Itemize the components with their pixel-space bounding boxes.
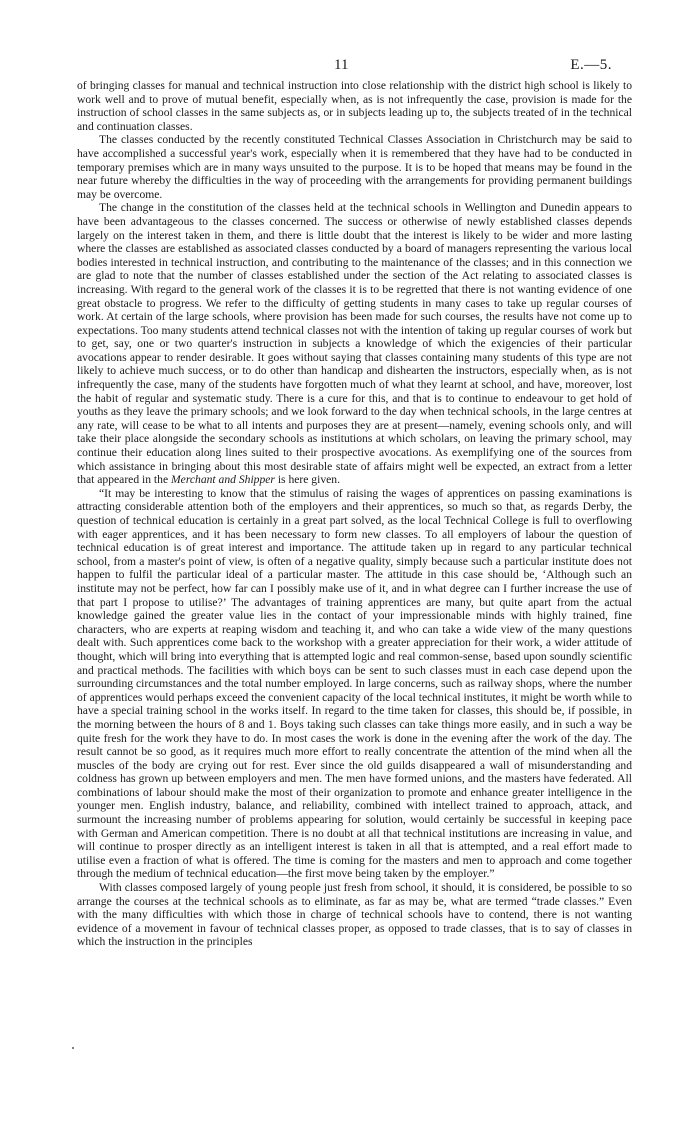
document-reference: E.—5. (570, 57, 612, 73)
page-number: 11 (334, 57, 349, 73)
paragraph (77, 201, 632, 486)
paragraph: of bringing classes for manual and technical instruction into close relationship with the district high school is likely to work well and to prove of mutual benefit, especially when, as is not infrequently the case, provision is made for the instruction of school classes in the same subjects as, or in subjects leading up to, the subjects treated of in the technical and continuation classes. (77, 79, 632, 133)
body-text (77, 79, 632, 949)
paragraph-text-end: is here given. (277, 473, 340, 487)
paragraph-text: The change in the constitution of the classes held at the technical schools in Wellington and Dunedin appears to have been advantageous to the classes concerned. The success or otherwise of newly established classes depends largely on the interest taken in them, and there is little doubt that the interest is likely to be wider and more lasting where the classes are established as associated classes conducted by a board of managers representing the various local bodies interested in technical instruction, and contributing to the maintenance of the classes; and in this connection we are glad to note that the number of classes established under the section of the Act relating to associated classes is increasing. With regard to the general work of the classes it is to be regretted that there is not wanting evidence of one great obstacle to progress. We refer to the difficulty of getting students in many cases to take up regular courses of work. At certain of the large schools, where provision has been made for such courses, the results have not come up to expectations. Too many students attend technical classes not with the intention of taking up regular courses of work but to get, say, one or two quarter's instruction in subjects a knowledge of which the exigencies of their particular avocations appear to render desirable. It goes without saying that classes containing many students of this type are not likely to achieve much success, or to do other than handicap and dishearten the instructors, especially when, as is not infrequently the case, many of the students have forgotten much of what they learnt at school, and have, moreover, lost the habit of regular and systematic study. There is a cure for this, and that is to continue to endeavour to get hold of youths as they leave the primary schools; and we look forward to the day when technical schools, in the large centres at any rate, will cease to be what to all intents and purposes they are at present—namely, evening schools only, and will take their place alongside the secondary schools as institutions at which scholars, on leaving the primary school, may continue their education along lines suited to their prospective avocations. As exemplifying one of the sources from which assistance in bringing about this most desirable state of affairs might well be expected, an extract from a letter that appeared in the (77, 201, 632, 487)
page-header (0, 57, 700, 77)
stray-mark (72, 1047, 74, 1049)
paragraph: With classes composed largely of young people just fresh from school, it should, it is considered, be possible to so arrange the courses at the technical schools as to eliminate, as far as may be, what are termed “trade classes.” Even with the many difficulties with which those in charge of technical schools have to contend, there is not wanting evidence of a movement in favour of technical classes proper, as opposed to trade classes, that is to say of classes in which the instruction in the principles (77, 881, 632, 949)
quoted-paragraph: “It may be interesting to know that the stimulus of raising the wages of apprentices on passing examinations is attracting considerable attention both of the employers and their apprentices, so much so that, as regards Derby, the question of technical education is certainly in a great part solved, as the local Technical College is full to overflowing with eager apprentices, and it has been necessary to form new classes. To all employers of labour the question of technical education is of great interest and importance. The attitude taken up in regard to any particular technical school, from a master's point of view, is often of a negative quality, simply because such a particular institute does not happen to fulfil the particular ideal of a particular master. The attitude in this case should be, ‘Although such an institute may not be perfect, how far can I possibly make use of it, and in what degree can I further increase the use of that part I propose to utilise?’ The advantages of training apprentices are many, but quite apart from the actual knowledge gained the greater value lies in the contact of your impressionable minds with highly trained, fine characters, who are experts at reaping wisdom and teaching it, and who can take a wide view of the many questions dealt with. Such apprentices come back to the workshop with a greater appreciation for their work, a wider attitude of thought, which will bring into everything that is attempted logic and real common-sense, based upon soundly scientific and practical methods. The facilities with which boys can be sent to such classes must in each case depend upon the surrounding circumstances and the total number employed. In large concerns, such as railway shops, where the number of apprentices would perhaps exceed the convenient capacity of the local technical institutes, it might be worth while to have a special training school in the works itself. In regard to the time taken for classes, this should be, if possible, in the morning between the hours of 8 and 1. Boys taking such classes can take things more easily, and in such a way be quite fresh for the work they have to do. In most cases the work is done in the evening after the work of the day. The result cannot be so good, as it requires much more effort to really concentrate the attention of the mind when all the muscles of the body are crying out for rest. Ever since the old guilds disappeared a wall of misunderstanding and coldness has grown up between employers and men. The men have formed unions, and the masters have federated. All combinations of labour should make the most of their organization to promote and enhance greater intelligence in the younger men. English industry, balance, and reliability, combined with intellect trained to approach, attack, and surmount the increasing number of problems appearing for solution, would certainly be successful in keeping pace with German and American competition. There is no doubt at all that technical institutions are increasing in value, and will continue to prosper directly as an intelligent interest is taken in all that is attempted, and a real effort made to utilise even a fraction of what is offered. The time is coming for the masters and men to approach and come together through the medium of technical education—the first move being taken by the employer.” (77, 486, 632, 881)
paragraph: The classes conducted by the recently constituted Technical Classes Association in Christchurch may be said to have accomplished a successful year's work, especially when it is remembered that they have had to be conducted in temporary premises which are in many ways unsuited to the purpose. It is to be hoped that means may be found in the near future whereby the difficulties in the way of proceeding with the arrangements for providing permanent buildings may be overcome. (77, 133, 632, 201)
publication-title: Merchant and Shipper (171, 473, 275, 487)
